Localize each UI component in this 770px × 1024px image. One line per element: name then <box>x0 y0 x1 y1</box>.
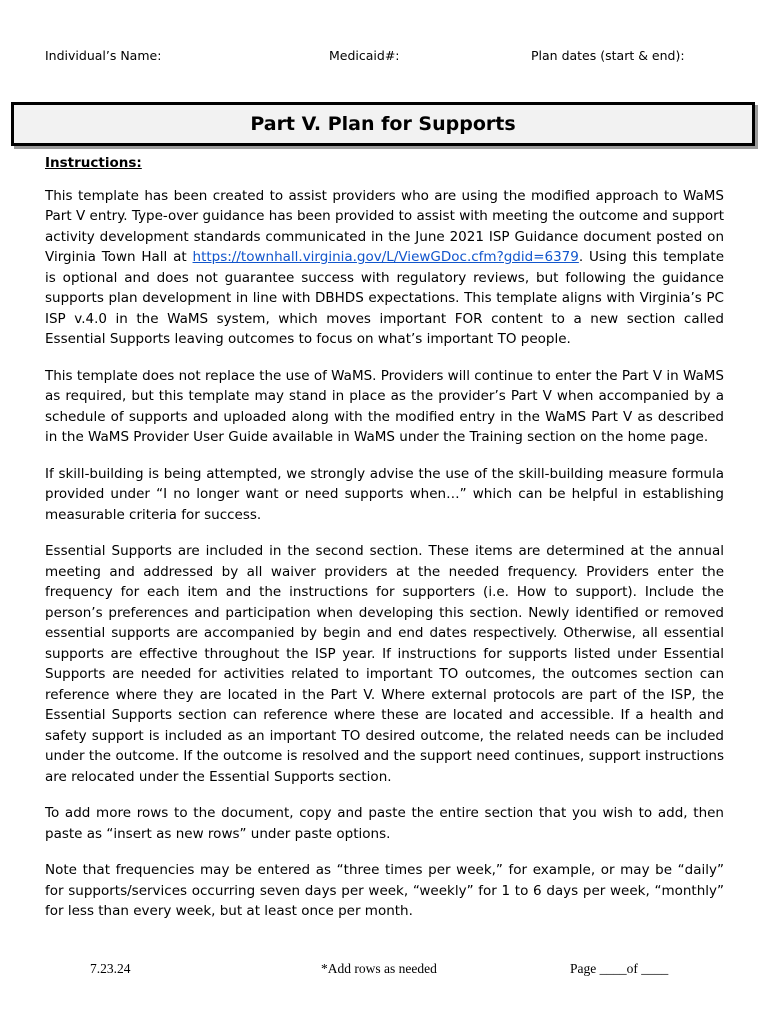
paragraph-wams-usage: This template does not replace the use of WaMS. Providers will continue to enter the Part V in WaMS as required, but this template may stand in place as the provider’s Part V when accompanied by a schedule of supports and uploaded along with the modified entry in the WaMS Part V as described in the WaMS Provider User Guide available in WaMS under the Training section on the home page. <box>45 367 724 445</box>
paragraph-text: . Using this template is optional and does not guarantee success with regulatory reviews, but following the guidance supports plan development in line with DBHDS expectations. This template aligns with Virginia’s PC ISP v.4.0 in the WaMS system, which moves important FOR content to a new section called Essential Supports leaving outcomes to focus on what’s important TO people. <box>45 249 725 347</box>
paragraph-essential-supports: Essential Supports are included in the second section. These items are determined at the annual meeting and addressed by all waiver providers at the needed frequency. Providers enter the frequency for each item and the instructions for supporters (i.e. How to support). Include the person’s preferences and participation when developing this section. Newly identified or removed essential supports are accompanied by begin and end dates respectively. Otherwise, all essential supports are effective throughout the ISP year. If instructions for supports listed under Essential Supports are needed for activities related to important TO outcomes, the outcomes section can reference where they are located in the Part V. Where external protocols are part of the ISP, the Essential Supports section can reference where these are located and accessible. If a health and safety support is included as an important TO desired outcome, the related needs can be included under the outcome. If the outcome is resolved and the support need continues, support instructions are relocated under the Essential Supports section. <box>45 543 724 785</box>
paragraph-text: This template has been created to assist providers who are using the modified approach to WaMS Part V entry. Type-over guidance has been provided to assist with meeting the outcome and support activity development standards communicated in the June 2021 ISP Guidance document posted on Virginia Town Hall at <box>45 187 724 265</box>
paragraph-template-purpose <box>45 186 724 350</box>
townhall-guidance-link[interactable]: https://townhall.virginia.gov/L/ViewGDoc.cfm?gdid=6379 <box>192 249 579 265</box>
paragraph-add-rows: To add more rows to the document, copy and paste the entire section that you wish to add, then paste as “insert as new rows” under paste options. <box>45 805 724 842</box>
individual-name-label: Individual’s Name: <box>45 48 162 63</box>
page-title: Part V. Plan for Supports <box>250 113 516 135</box>
footer-add-rows-note: *Add rows as needed <box>321 961 437 976</box>
footer-date: 7.23.24 <box>90 961 131 976</box>
footer-page-number: Page ____of ____ <box>570 961 669 976</box>
plan-dates-label: Plan dates (start & end): <box>531 48 685 63</box>
section-banner <box>11 102 755 146</box>
medicaid-number-label: Medicaid#: <box>329 48 400 63</box>
paragraph-frequencies: Note that frequencies may be entered as “three times per week,” for example, or may be “daily” for supports/services occurring seven days per week, “weekly” for 1 to 6 days per week, “monthly” for less than every week, but at least once per month. <box>45 862 724 919</box>
instructions-section <box>45 153 724 922</box>
paragraph-skill-building: If skill-building is being attempted, we strongly advise the use of the skill-building measure formula provided under “I no longer want or need supports when…” which can be helpful in establishing measurable criteria for success. <box>45 465 724 523</box>
instructions-heading: Instructions: <box>45 155 142 171</box>
